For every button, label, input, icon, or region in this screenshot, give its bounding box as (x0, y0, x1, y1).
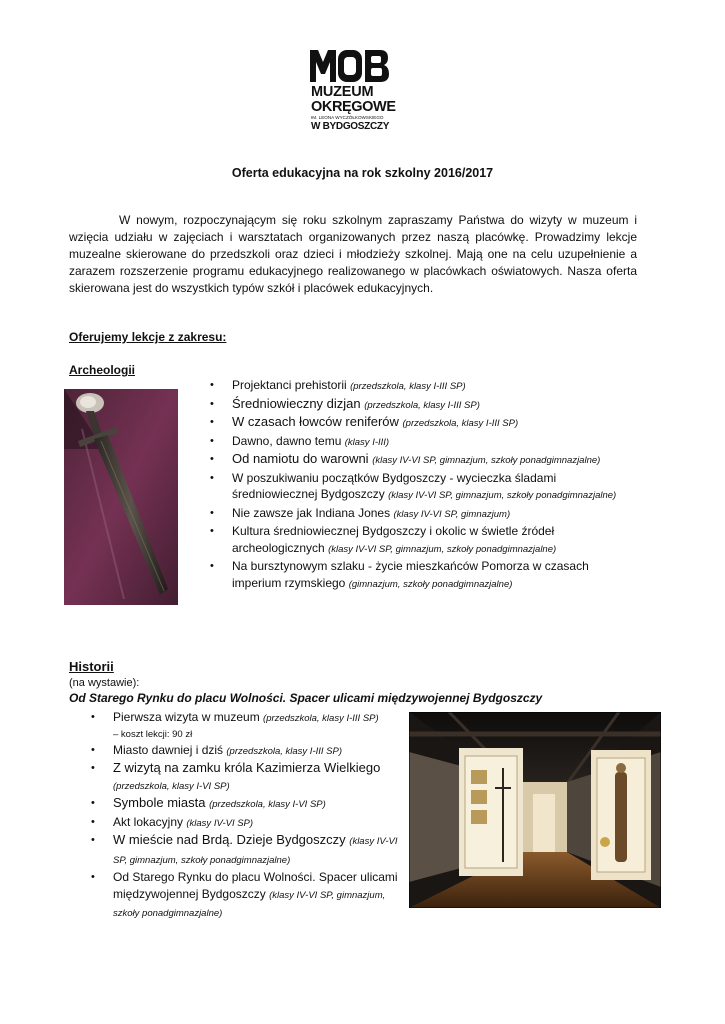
list-item (210, 396, 630, 415)
lesson-audience: (klasy IV-VI SP, gimnazjum, szkoły ponadgimnazjalne) (113, 889, 386, 919)
lesson-title: Miasto dawniej i dziś (113, 742, 224, 757)
bullet-icon: • (210, 379, 214, 391)
list-item (210, 377, 630, 396)
lesson-audience: (przedszkola, klasy I-III SP) (350, 381, 466, 392)
lesson-audience: (klasy IV-VI SP, gimnazjum) (393, 508, 511, 520)
list-item (91, 869, 401, 923)
exhibition-label: (na wystawie): (69, 677, 140, 689)
bullet-icon: • (91, 762, 95, 774)
list-item (91, 709, 401, 742)
list-item (91, 760, 401, 795)
lesson-title: Projektanci prehistorii (232, 378, 347, 392)
bullet-icon: • (210, 397, 214, 410)
list-item (210, 414, 630, 433)
lesson-cost: – koszt lekcji: 90 zł (113, 728, 193, 740)
lesson-audience: (gimnazjum, szkoły ponadgimnazjalne) (348, 578, 513, 590)
archeology-heading: Archeologii (69, 363, 136, 377)
exhibition-title: Od Starego Rynku do placu Wolności. Spacer ulicami międzywojennej Bydgoszczy (69, 691, 543, 705)
lesson-audience: (klasy I-III) (344, 436, 390, 448)
history-heading: Historii (69, 659, 114, 674)
lesson-title: Kultura średniowiecznej Bydgoszczy i okolic w świetle źródeł archeologicznych (232, 524, 555, 555)
list-item (210, 433, 630, 452)
list-item (91, 814, 401, 833)
bullet-icon: • (210, 525, 214, 537)
exhibition-hall-photo (409, 712, 661, 908)
offer-heading: Oferujemy lekcje z zakresu: (69, 330, 227, 344)
lesson-audience: (klasy IV-VI SP, gimnazjum, szkoły ponadgimnazjalne) (388, 490, 617, 501)
lesson-title: Symbole miasta (113, 795, 206, 810)
lesson-title: W czasach łowców reniferów (232, 414, 399, 429)
sword-photo (64, 389, 178, 605)
lesson-audience: (przedszkola, klasy I-VI SP) (113, 780, 230, 792)
lesson-audience: (klasy IV-VI SP, gimnazjum, szkoły ponadgimnazjalne) (113, 836, 398, 866)
bullet-icon: • (91, 815, 95, 828)
lesson-audience: (klasy IV-VI SP) (186, 817, 254, 829)
bullet-icon: • (210, 471, 214, 484)
lesson-audience: (klasy IV-VI SP, gimnazjum, szkoły ponadgimnazjalne) (328, 543, 557, 555)
bullet-icon: • (210, 506, 214, 519)
list-item (210, 451, 630, 470)
bullet-icon: • (210, 453, 214, 465)
list-item (210, 523, 630, 558)
lesson-title: W poszukiwaniu początków Bydgoszczy - wycieczka śladami średniowiecznej Bydgoszczy (232, 470, 557, 501)
logo-line-muzeum: MUZEUM (311, 84, 374, 100)
list-item (210, 505, 630, 524)
list-item (210, 558, 630, 593)
logo-line-city: W BYDGOSZCZY (311, 121, 390, 132)
lesson-title: Dawno, dawno temu (232, 433, 342, 448)
lesson-audience: (klasy IV-VI SP, gimnazjum, szkoły ponadgimnazjalne) (372, 455, 601, 466)
bullet-icon: • (91, 871, 95, 883)
bullet-icon: • (91, 711, 95, 723)
mob-logo-mark (308, 48, 390, 84)
list-item (91, 795, 401, 814)
lesson-title: Pierwsza wizyta w muzeum (113, 710, 260, 724)
lesson-title: W mieście nad Brdą. Dzieje Bydgoszczy (113, 832, 346, 847)
lesson-title: Średniowieczny dizjan (232, 395, 361, 411)
intro-text: W nowym, rozpoczynającym się roku szkolnym zapraszamy Państwa do wizyty w muzeum i wzięcia udziału w zajęciach i warsztatach organizowanych przez naszą placówkę. Prowadzimy lekcje muzealne skierowane do przedszkoli oraz dzieci i młodzieży szkolnej. Mają one na celu uzupełnienie a zarazem rozszerzenie programu edukacyjnego realizowanego w placówkach oświatowych. Nasza oferta skierowana jest do wszystkich typów szkół i placówek edukacyjnych. (69, 213, 637, 295)
bullet-icon: • (91, 834, 95, 846)
bullet-icon: • (210, 416, 214, 428)
list-item (91, 832, 401, 869)
list-item (91, 742, 401, 761)
archeology-list (210, 377, 630, 593)
lesson-title: Nie zawsze jak Indiana Jones (232, 505, 391, 520)
museum-logo (308, 48, 398, 134)
logo-line-okregowe: OKRĘGOWE (311, 99, 396, 115)
lesson-title: Z wizytą na zamku króla Kazimierza Wielkiego (113, 760, 381, 775)
lesson-audience: (przedszkola, klasy I-III SP) (402, 418, 519, 429)
bullet-icon: • (210, 434, 214, 447)
lesson-audience: (przedszkola, klasy I-VI SP) (209, 799, 326, 810)
intro-paragraph (69, 212, 637, 297)
history-list (91, 709, 401, 923)
bullet-icon: • (210, 560, 214, 572)
lesson-audience: (przedszkola, klasy I-III SP) (263, 713, 379, 724)
lesson-title: Od Starego Rynku do placu Wolności. Spacer ulicami międzywojennej Bydgoszczy (113, 870, 398, 901)
lesson-audience: (przedszkola, klasy I-III SP) (226, 745, 343, 757)
lesson-title: Akt lokacyjny (113, 814, 184, 829)
lesson-audience: (przedszkola, klasy I-III SP) (364, 399, 480, 411)
list-item (210, 470, 630, 505)
bullet-icon: • (91, 743, 95, 756)
document-title: Oferta edukacyjna na rok szkolny 2016/2017 (231, 166, 494, 180)
lesson-title: Na bursztynowym szlaku - życie mieszkańców Pomorza w czasach imperium rzymskiego (232, 559, 589, 590)
bullet-icon: • (91, 797, 95, 809)
lesson-title: Od namiotu do warowni (232, 451, 369, 466)
logo-line-patron: IM. LEONA WYCZÓŁKOWSKIEGO (311, 115, 384, 120)
